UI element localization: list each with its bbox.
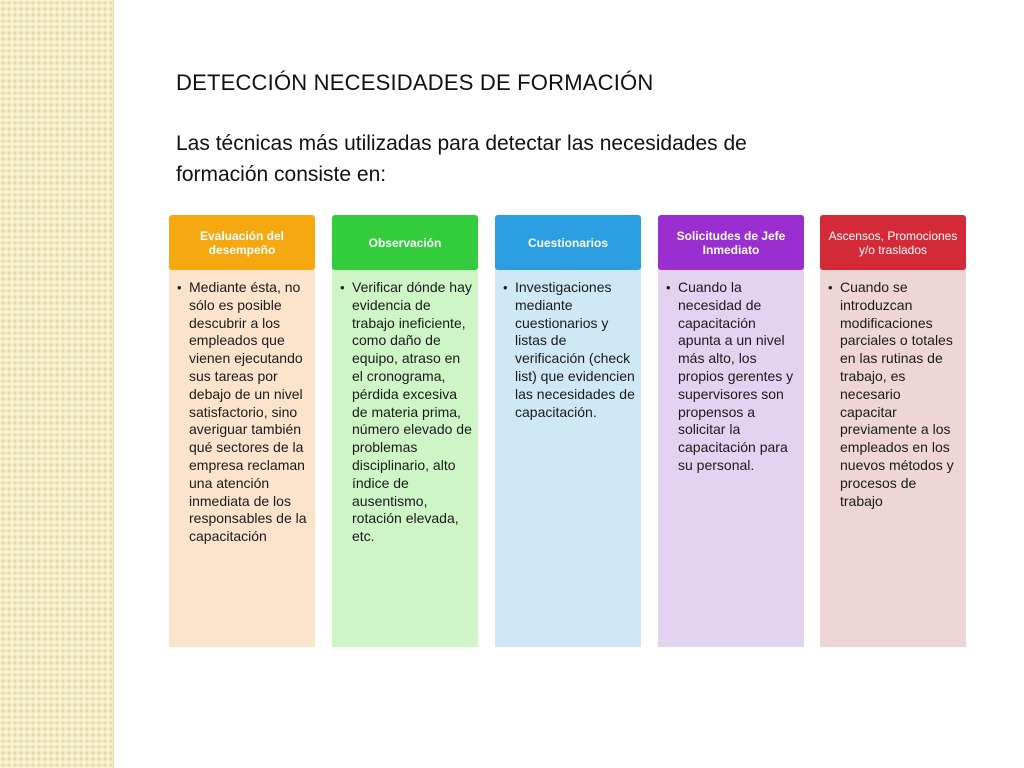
column-body-solicitudes <box>658 267 804 647</box>
decorative-side-strip <box>0 0 114 768</box>
techniques-diagram <box>169 215 966 647</box>
column-text-evaluacion: Mediante ésta, no sólo es posible descubrir a los empleados que vienen ejecutando sus tareas por debajo de un nivel satisfactorio, sino averiguar también qué sectores de la empresa reclaman una atención inmediata de los responsables de la capacitación <box>189 279 307 545</box>
column-header-solicitudes: Solicitudes de Jefe Inmediato <box>658 215 804 270</box>
column-header-evaluacion: Evaluación del desempeño <box>169 215 315 270</box>
column-evaluacion <box>169 215 315 647</box>
bullet-icon: • <box>340 280 345 295</box>
bullet-icon: • <box>828 280 833 295</box>
column-cuestionarios <box>495 215 641 647</box>
column-body-ascensos <box>820 267 966 647</box>
column-body-evaluacion <box>169 267 315 647</box>
column-observacion <box>332 215 478 647</box>
column-header-cuestionarios: Cuestionarios <box>495 215 641 270</box>
column-header-ascensos: Ascensos, Promociones y/o traslados <box>820 215 966 270</box>
column-text-ascensos: Cuando se introduzcan modificaciones parciales o totales en las rutinas de trabajo, es necesario capacitar previamente a los empleados en los nuevos métodos y procesos de trabajo <box>840 279 954 509</box>
bullet-icon: • <box>666 280 671 295</box>
column-body-cuestionarios <box>495 267 641 647</box>
column-ascensos <box>820 215 966 647</box>
column-body-observacion <box>332 267 478 647</box>
column-text-cuestionarios: Investigaciones mediante cuestionarios y listas de verificación (check list) que evidencien las necesidades de capacitación. <box>515 279 635 420</box>
bullet-icon: • <box>503 280 508 295</box>
bullet-icon: • <box>177 280 182 295</box>
column-header-observacion: Observación <box>332 215 478 270</box>
column-text-observacion: Verificar dónde hay evidencia de trabajo ineficiente, como daño de equipo, atraso en el cronograma, pérdida excesiva de materia prima, número elevado de problemas disciplinario, alto índice de ausentismo, rotación elevada, etc. <box>352 279 472 545</box>
column-solicitudes <box>658 215 804 647</box>
slide-subtitle: Las técnicas más utilizadas para detectar las necesidades de formación consiste en: <box>176 132 747 186</box>
column-text-solicitudes: Cuando la necesidad de capacitación apunta a un nivel más alto, los propios gerentes y supervisores son propensos a solicitar la capacitación para su personal. <box>678 279 794 473</box>
slide-title: DETECCIÓN NECESIDADES DE FORMACIÓN <box>176 70 654 95</box>
